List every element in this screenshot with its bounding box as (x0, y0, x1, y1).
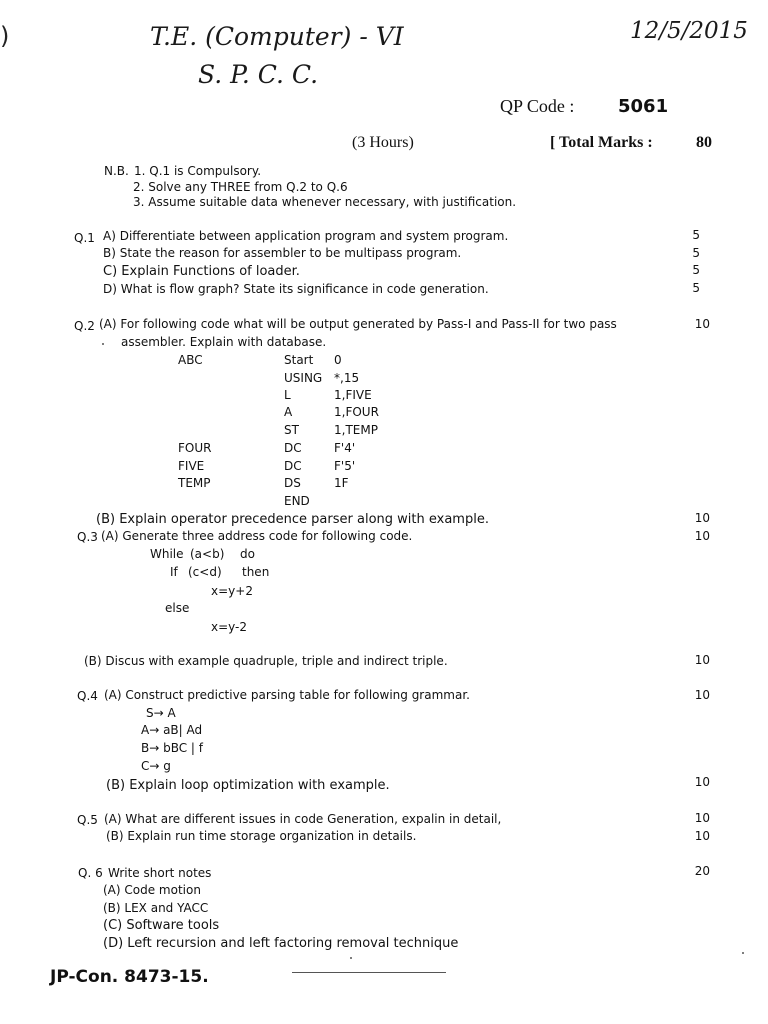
code-statement: x=y-2 (211, 620, 248, 634)
scan-speck (742, 952, 744, 954)
q4b-marks: 10 (694, 775, 710, 789)
code-op: DC (284, 441, 302, 455)
q1-part: A) Differentiate between application program and system program. (103, 229, 509, 243)
q1-part-marks: 5 (692, 281, 700, 295)
q4a-marks: 10 (694, 688, 710, 702)
code-arg: F'4' (334, 441, 356, 455)
q6-text: Write short notes (108, 866, 212, 880)
note-item: 3. Assume suitable data whenever necessary, with justification. (133, 195, 517, 209)
code-op: A (284, 405, 293, 419)
code-keyword: While (150, 547, 184, 561)
grammar-rule: S→ A (146, 706, 176, 720)
q5a-marks: 10 (694, 811, 710, 825)
footer-rule (292, 972, 446, 973)
total-marks-label: [ Total Marks : (550, 134, 653, 151)
scan-speck (350, 957, 352, 959)
code-arg: F'5' (334, 459, 356, 473)
notes-prefix: N.B. (104, 164, 129, 178)
handwritten-course: T.E. (Computer) - VI (150, 22, 404, 51)
handwritten-subject: S. P. C. C. (198, 60, 319, 89)
q2a-text-line1: (A) For following code what will be output generated by Pass-I and Pass-II for two pass (99, 317, 617, 331)
scan-speck (102, 343, 104, 345)
q2-label: Q.2 (74, 319, 95, 333)
q4-label: Q.4 (77, 689, 98, 703)
note-item: 1. Q.1 is Compulsory. (134, 164, 262, 178)
list-item: (D) Left recursion and left factoring removal technique (103, 936, 459, 951)
total-marks: 80 (696, 134, 712, 151)
qp-code-label: QP Code : (500, 96, 575, 116)
code-statement: x=y+2 (211, 584, 253, 598)
q6-marks: 20 (694, 864, 710, 878)
q2b-text: (B) Explain operator precedence parser along with example. (96, 512, 489, 527)
code-op: L (284, 388, 291, 402)
scan-edge-mark: ) (0, 22, 10, 50)
code-op: END (284, 494, 310, 508)
code-arg: 1,TEMP (334, 423, 378, 437)
handwritten-date: 12/5/2015 (630, 18, 748, 44)
note-item: 2. Solve any THREE from Q.2 to Q.6 (133, 180, 348, 194)
code-op: DC (284, 459, 302, 473)
q3b-text: (B) Discus with example quadruple, triple and indirect triple. (84, 654, 448, 668)
q2b-marks: 10 (694, 511, 710, 525)
code-condition: (a<b) (190, 547, 225, 561)
q1-part-marks: 5 (692, 228, 700, 242)
code-arg: 1,FOUR (334, 405, 379, 419)
grammar-rule: C→ g (141, 759, 171, 773)
list-item: (A) Code motion (103, 883, 201, 897)
code-label: TEMP (178, 476, 211, 490)
code-op: USING (284, 371, 323, 385)
q6-label: Q. 6 (78, 866, 103, 880)
q1-part: B) State the reason for assembler to be multipass program. (103, 246, 462, 260)
code-arg: 0 (334, 353, 342, 367)
q1-part: D) What is flow graph? State its significance in code generation. (103, 282, 489, 296)
code-op: Start (284, 353, 314, 367)
code-arg: 1,FIVE (334, 388, 372, 402)
q3-label: Q.3 (77, 530, 98, 544)
q3b-marks: 10 (694, 653, 710, 667)
q5a-text: (A) What are different issues in code Generation, expalin in detail, (104, 812, 502, 826)
duration: (3 Hours) (352, 134, 414, 151)
code-keyword: do (240, 547, 255, 561)
q3a-text: (A) Generate three address code for following code. (101, 529, 413, 543)
q2a-text-line2: assembler. Explain with database. (121, 335, 327, 349)
code-condition: (c<d) (188, 565, 222, 579)
q2a-marks: 10 (694, 317, 710, 331)
q5b-marks: 10 (694, 829, 710, 843)
q1-label: Q.1 (74, 231, 95, 245)
code-arg: 1F (334, 476, 349, 490)
q1-part: C) Explain Functions of loader. (103, 264, 300, 279)
code-op: DS (284, 476, 301, 490)
q4a-text: (A) Construct predictive parsing table for following grammar. (104, 688, 470, 702)
code-op: ST (284, 423, 299, 437)
q5b-text: (B) Explain run time storage organization in details. (106, 829, 417, 843)
q1-part-marks: 5 (692, 263, 700, 277)
grammar-rule: A→ aB| Ad (141, 723, 203, 737)
q4b-text: (B) Explain loop optimization with example. (106, 778, 390, 793)
code-label: FOUR (178, 441, 212, 455)
qp-code: 5061 (618, 96, 669, 117)
q3a-marks: 10 (694, 529, 710, 543)
code-keyword: If (170, 565, 178, 579)
list-item: (B) LEX and YACC (103, 901, 209, 915)
code-label: ABC (178, 353, 203, 367)
code-keyword: then (242, 565, 270, 579)
code-label: FIVE (178, 459, 205, 473)
grammar-rule: B→ bBC | f (141, 741, 204, 755)
footer-code: JP-Con. 8473-15. (50, 967, 209, 987)
q1-part-marks: 5 (692, 246, 700, 260)
q5-label: Q.5 (77, 813, 98, 827)
list-item: (C) Software tools (103, 918, 220, 933)
code-arg: *,15 (334, 371, 360, 385)
code-keyword: else (165, 601, 190, 615)
